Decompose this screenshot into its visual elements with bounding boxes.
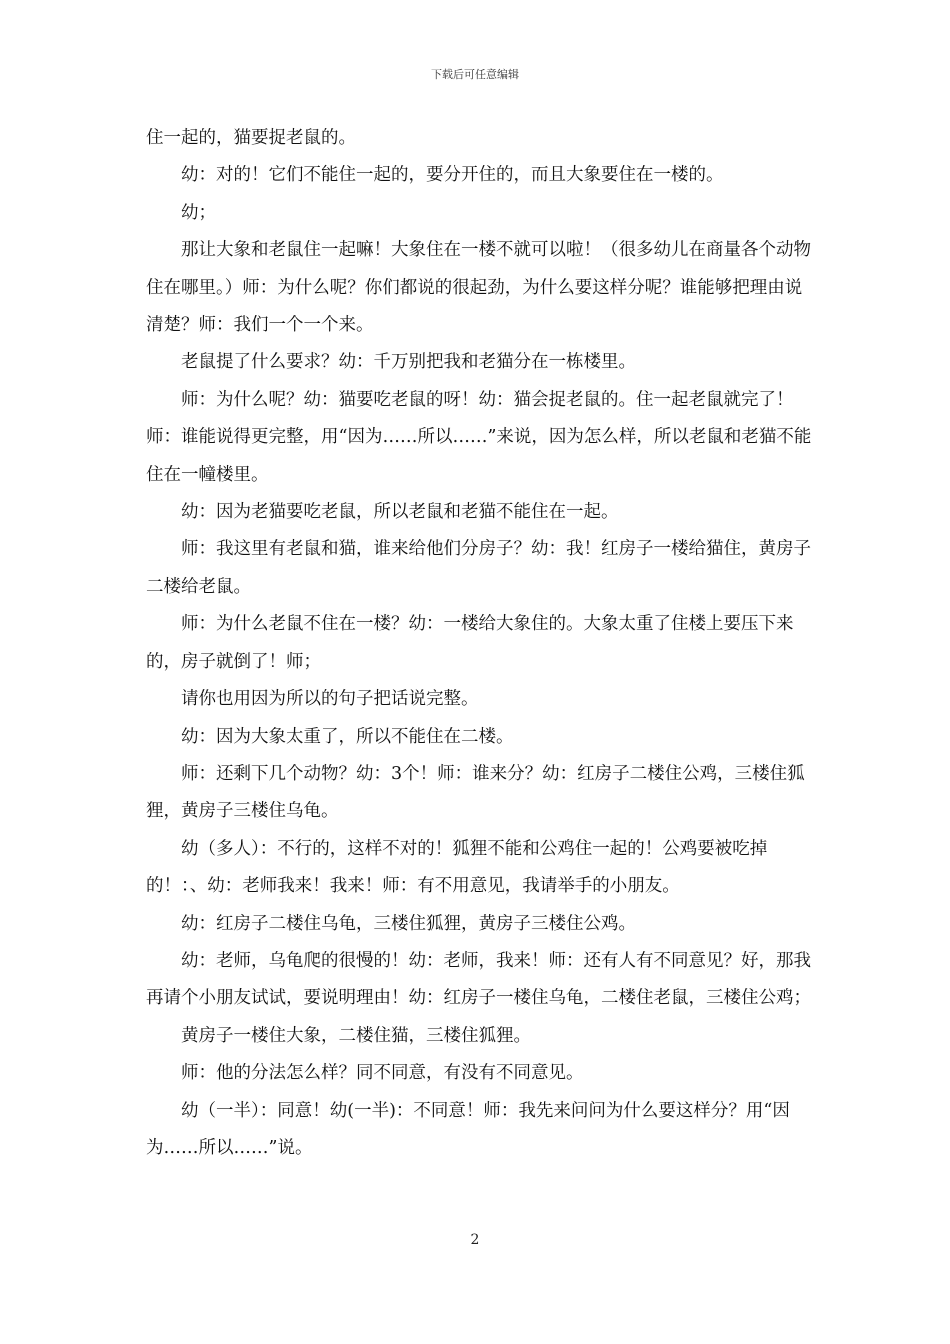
paragraph: 幼：对的！它们不能住一起的，要分开住的，而且大象要住在一楼的。 <box>181 165 724 186</box>
paragraph: 那让大象和老鼠住一起嘛！大象住在一楼不就可以啦！（很多幼儿在商量各个动物住在哪里。）师：为什么呢？你们都说的很起劲，为什么要这样分呢？谁能够把理由说清楚？师：我们一个一个来。 <box>146 240 811 336</box>
paragraph: 幼：因为大象太重了，所以不能住在二楼。 <box>181 726 514 747</box>
paragraph: 师：他的分法怎么样？同不同意，有没有不同意见。 <box>181 1063 584 1084</box>
paragraph: 幼； <box>181 202 216 223</box>
paragraph: 师：为什么呢？幼：猫要吃老鼠的呀！幼：猫会捉老鼠的。住一起老鼠就完了！师：谁能说得更完整，用“因为……所以……”来说，因为怎么样，所以老鼠和老猫不能住在一幢楼里。 <box>146 389 812 485</box>
paragraph: 幼（一半）：同意！幼(一半)：不同意！师：我先来问问为什么要这样分？用“因为……所以……”说。 <box>146 1100 790 1158</box>
paragraph: 师：为什么老鼠不住在一楼？幼：一楼给大象住的。大象太重了住楼上要压下来的，房子就倒了！师； <box>146 614 794 672</box>
paragraph: 师：还剩下几个动物？幼：3个！师：谁来分？幼：红房子二楼住公鸡，三楼住狐狸，黄房子三楼住乌龟。 <box>146 763 805 822</box>
paragraph: 住一起的，猫要捉老鼠的。 <box>146 128 356 148</box>
document-body <box>146 120 814 1167</box>
page-header: 下载后可任意编辑 <box>431 68 519 81</box>
paragraph: 老鼠提了什么要求？幼：千万别把我和老猫分在一栋楼里。 <box>181 352 636 373</box>
paragraph: 黄房子一楼住大象，二楼住猫，三楼住狐狸。 <box>181 1025 531 1046</box>
paragraph: 幼（多人）：不行的，这样不对的！狐狸不能和公鸡住一起的！公鸡要被吃掉的！：、幼：老师我来！我来！师：有不用意见，我请举手的小朋友。 <box>146 838 768 897</box>
paragraph: 请你也用因为所以的句子把话说完整。 <box>181 689 479 710</box>
paragraph: 师：我这里有老鼠和猫，谁来给他们分房子？幼：我！红房子一楼给猫住，黄房子二楼给老鼠。 <box>146 539 811 597</box>
paragraph: 幼：因为老猫要吃老鼠，所以老鼠和老猫不能住在一起。 <box>181 502 619 523</box>
paragraph: 幼：红房子二楼住乌龟，三楼住狐狸，黄房子三楼住公鸡。 <box>181 913 636 934</box>
paragraph: 幼：老师，乌龟爬的很慢的！幼：老师，我来！师：还有人有不同意见？好，那我再请个小朋友试试，要说明理由！幼：红房子一楼住乌龟，二楼住老鼠，三楼住公鸡； <box>146 950 811 1009</box>
page-number: 2 <box>470 1232 480 1248</box>
